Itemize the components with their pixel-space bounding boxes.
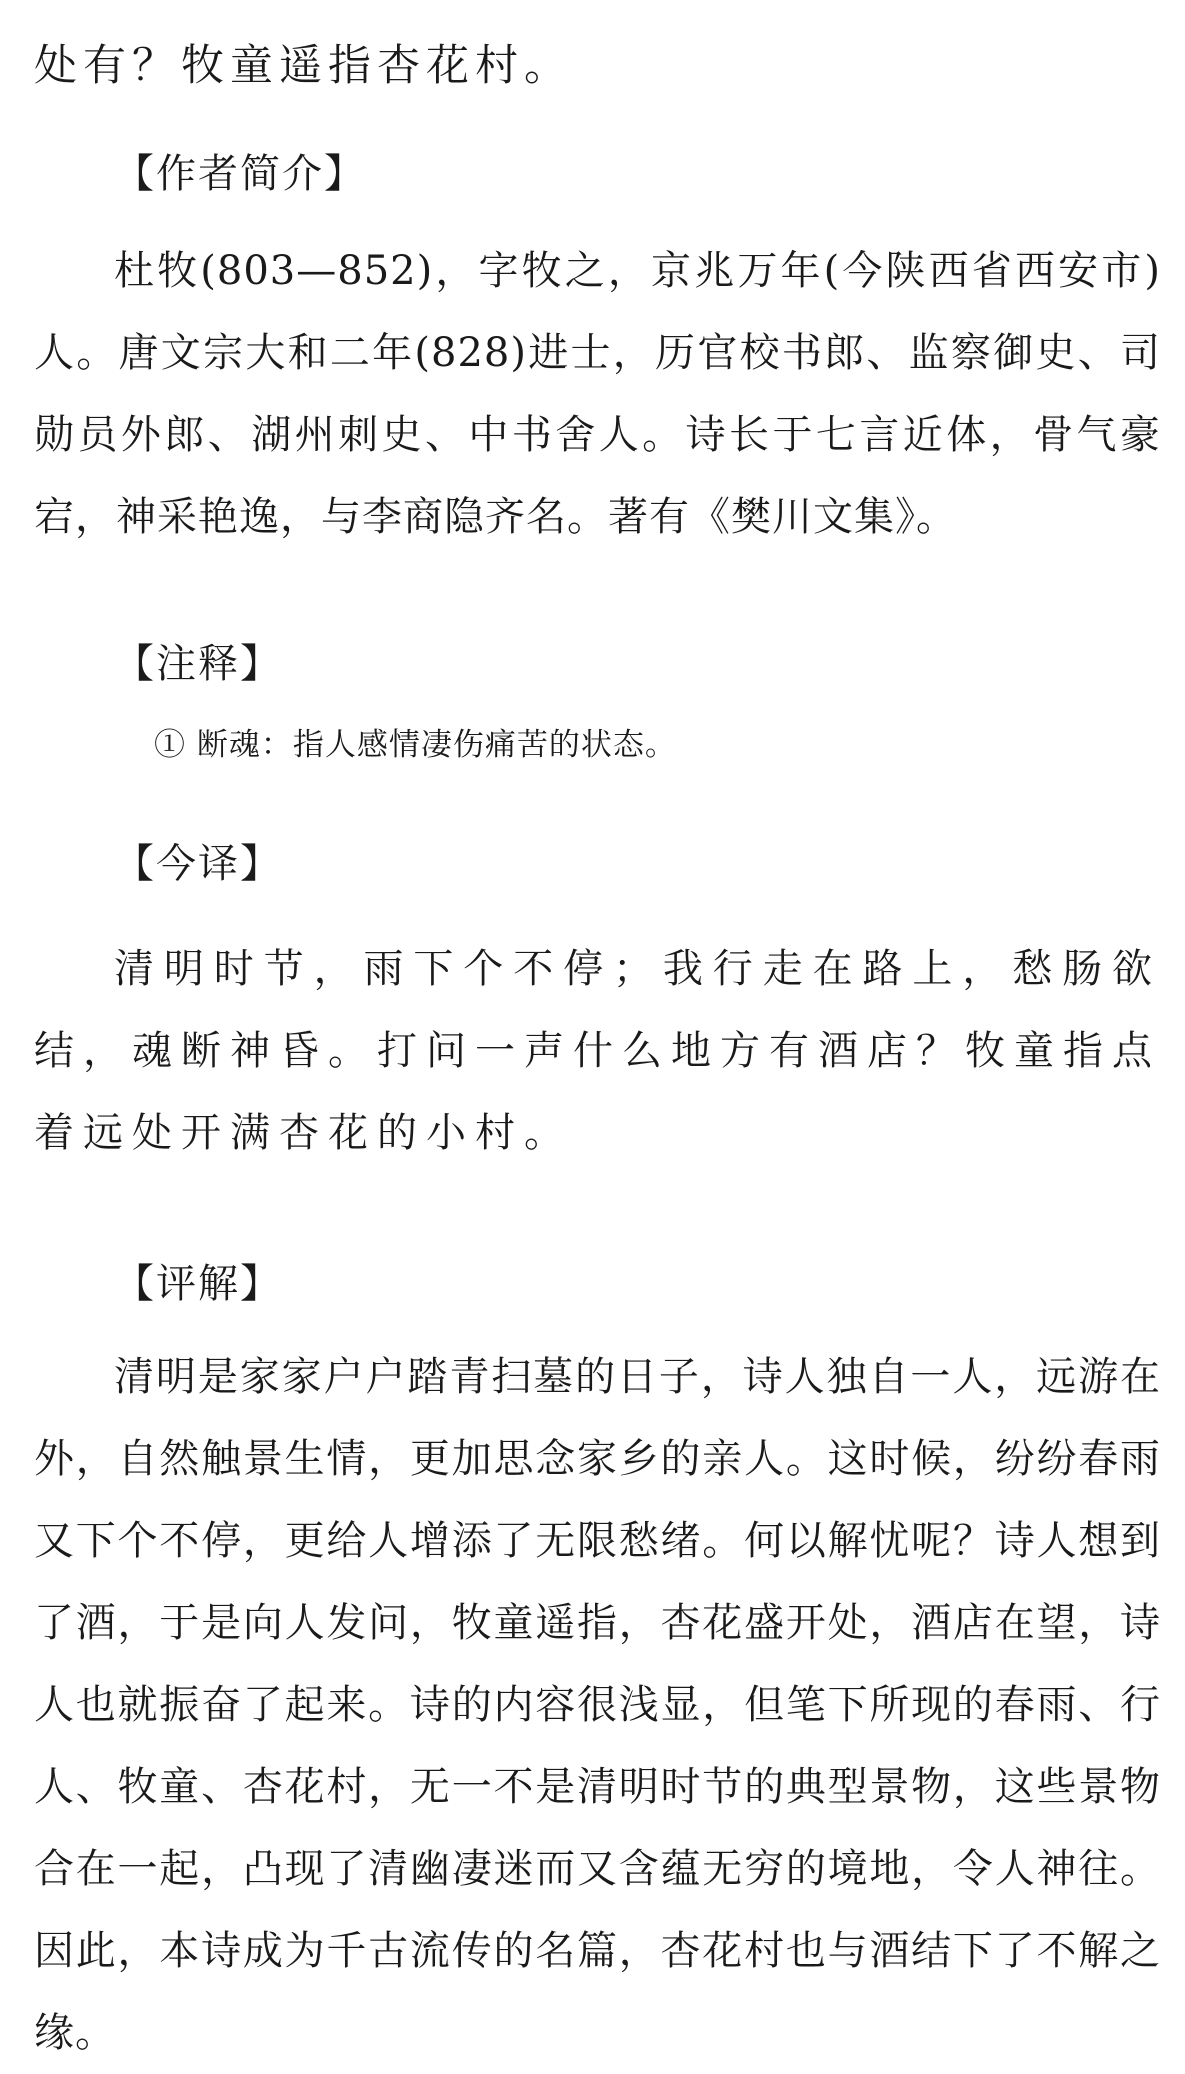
translation-section (34, 834, 1161, 1174)
notes-heading: 【注释】 (114, 641, 282, 687)
translation-text: 清明时节，雨下个不停；我行走在路上，愁肠欲结，魂断神昏。打问一声什么地方有酒店？牧童指点着远处开满杏花的小村。 (34, 946, 1161, 1156)
commentary-section (34, 1254, 1161, 2074)
author-intro-section (34, 144, 1161, 558)
notes-list (34, 720, 1161, 770)
translation-heading: 【今译】 (114, 841, 282, 887)
commentary-text: 清明是家家户户踏青扫墓的日子，诗人独自一人，远游在外，自然触景生情，更加思念家乡的亲人。这时候，纷纷春雨又下个不停，更给人增添了无限愁绪。何以解忧呢？诗人想到了酒，于是向人发问，牧童遥指，杏花盛开处，酒店在望，诗人也就振奋了起来。诗的内容很浅显，但笔下所现的春雨、行人、牧童、杏花村，无一不是清明时节的典型景物，这些景物合在一起，凸现了清幽凄迷而又含蕴无穷的境地，令人神往。因此，本诗成为千古流传的名篇，杏花村也与酒结下了不解之缘。 (34, 1354, 1161, 2056)
notes-section (34, 634, 1161, 770)
commentary-heading: 【评解】 (114, 1261, 282, 1307)
author-intro-heading: 【作者简介】 (114, 151, 366, 197)
note-item: ① 断魂：指人感情凄伤痛苦的状态。 (154, 727, 677, 763)
author-intro-text: 杜牧(803—852)，字牧之，京兆万年(今陕西省西安市)人。唐文宗大和二年(828)进士，历官校书郎、监察御史、司勋员外郎、湖州刺史、中书舍人。诗长于七言近体，骨气豪宕，神采艳逸，与李商隐齐名。著有《樊川文集》。 (34, 248, 1161, 540)
poem-last-line: 处有？牧童遥指杏花村。 (34, 41, 573, 91)
